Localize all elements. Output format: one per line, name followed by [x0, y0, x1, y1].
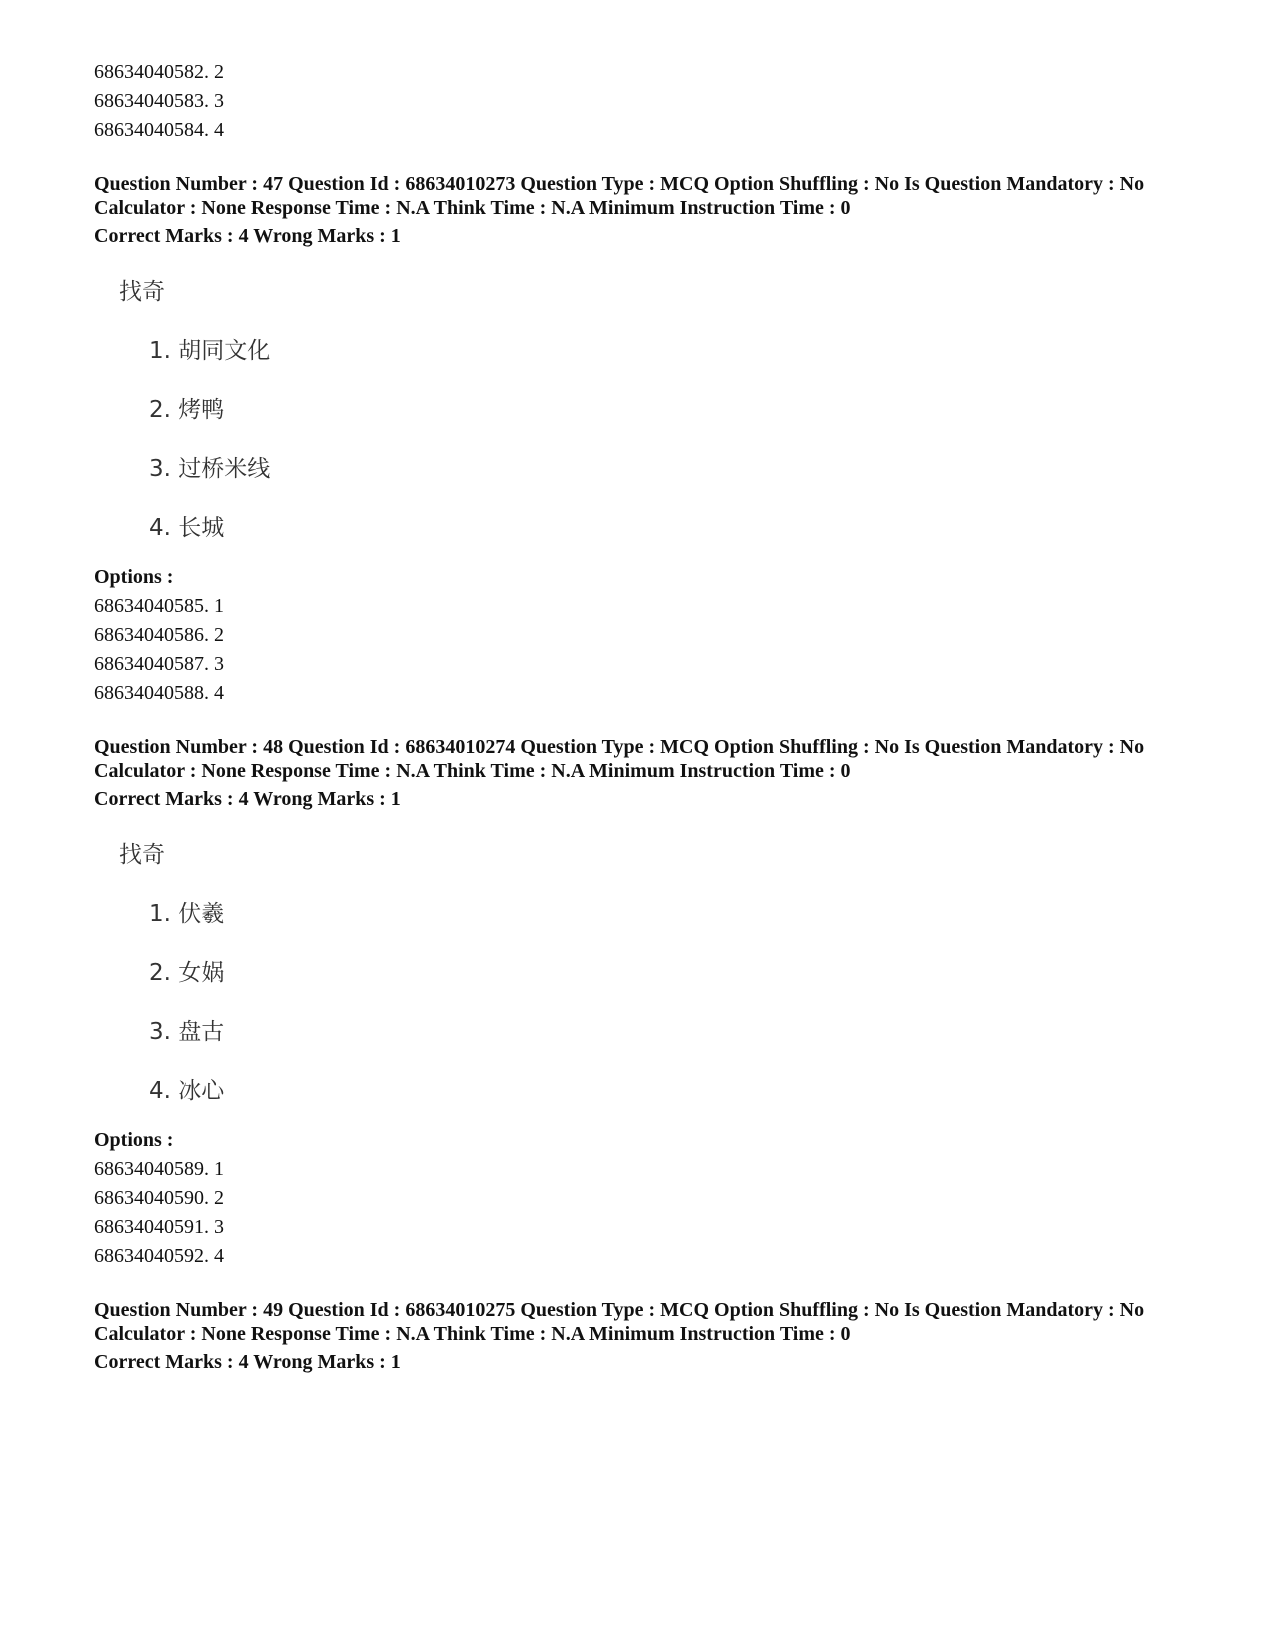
- document-page: [94, 58, 1214, 1377]
- question-header: Question Number : 47 Question Id : 68634010273 Question Type : MCQ Option Shuffling : No Is Question Mandatory : No Calculator : None Response Time : N.A Think Time : N.A Minimum Instruction Time : 0: [94, 173, 1145, 219]
- option-line: 68634040591. 3: [94, 1216, 224, 1238]
- question-marks: Correct Marks : 4 Wrong Marks : 1: [94, 1351, 401, 1373]
- stem-item: 2. 烤鸭: [149, 397, 225, 423]
- option-line: 68634040587. 3: [94, 653, 224, 675]
- options-label: Options :: [94, 1129, 174, 1151]
- stem-item: 3. 盘古: [149, 1019, 225, 1045]
- stem-item: 4. 冰心: [149, 1078, 225, 1104]
- option-line: 68634040582. 2: [94, 61, 224, 83]
- option-line: 68634040592. 4: [94, 1245, 224, 1267]
- stem-item: 2. 女娲: [149, 960, 225, 986]
- stem-item: 4. 长城: [149, 515, 225, 541]
- stem-item: 3. 过桥米线: [149, 456, 271, 482]
- stem-item: 1. 胡同文化: [149, 338, 271, 364]
- question-stem: [119, 840, 1214, 1106]
- option-line: 68634040588. 4: [94, 682, 224, 704]
- option-line: 68634040590. 2: [94, 1187, 224, 1209]
- stem-title: 找奇: [119, 842, 165, 868]
- option-line: 68634040586. 2: [94, 624, 224, 646]
- option-line: 68634040583. 3: [94, 90, 224, 112]
- question-header: Question Number : 48 Question Id : 68634010274 Question Type : MCQ Option Shuffling : No Is Question Mandatory : No Calculator : None Response Time : N.A Think Time : N.A Minimum Instruction Time : 0: [94, 736, 1145, 782]
- question-block-48: [94, 735, 1214, 1271]
- option-line: 68634040589. 1: [94, 1158, 224, 1180]
- leading-options: [94, 58, 1214, 145]
- option-line: 68634040584. 4: [94, 119, 224, 141]
- question-marks: Correct Marks : 4 Wrong Marks : 1: [94, 225, 401, 247]
- question-marks: Correct Marks : 4 Wrong Marks : 1: [94, 788, 401, 810]
- question-header: Question Number : 49 Question Id : 68634010275 Question Type : MCQ Option Shuffling : No Is Question Mandatory : No Calculator : None Response Time : N.A Think Time : N.A Minimum Instruction Time : 0: [94, 1299, 1145, 1345]
- stem-title: 找奇: [119, 279, 165, 305]
- question-block-49: [94, 1298, 1214, 1377]
- options-label: Options :: [94, 566, 174, 588]
- stem-item: 1. 伏羲: [149, 901, 225, 927]
- question-stem: [119, 277, 1214, 543]
- question-block-47: [94, 172, 1214, 708]
- option-line: 68634040585. 1: [94, 595, 224, 617]
